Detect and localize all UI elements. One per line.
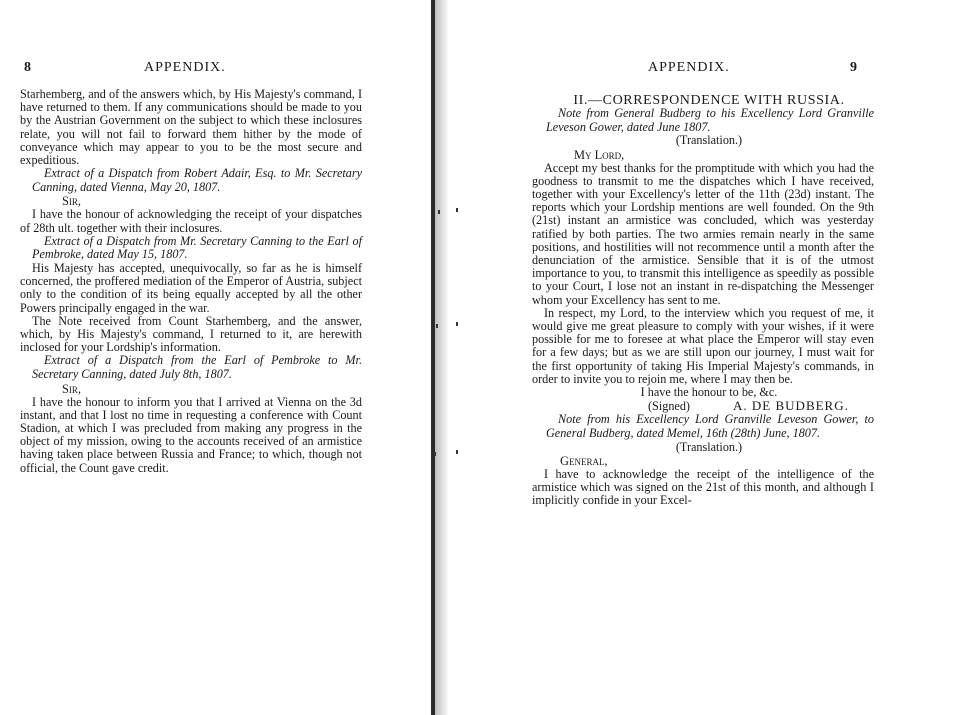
note2-body: I have to acknowledge the receipt of the intelligence of the armistice which was signed on the 21st of this month, and although I implicitly confide in your Excel- (532, 466, 874, 508)
extract3-body: I have the honour to inform you that I arrived at Vienna on the 3d instant, and that I lost no time in requesting a conference with Count Stadion, at which I was precluded from making any progress in the object of my mission, owing to the accounts received of an armistice having taken place between Russia and France; to which, though not official, the Count gave credit. (20, 394, 362, 475)
extract2-body1: His Majesty has accepted, unequivocally, so far as he is himself concerned, the proffered mediation of the Emperor of Austria, subject only to the condition of its being equally accepted by all the other Powers principally engaged in the war. (20, 261, 362, 315)
extract3-heading: Extract of a Dispatch from the Earl of Pembroke to Mr. Secretary Canning, dated July 8th, 1807. (32, 353, 362, 382)
right-text-block (532, 94, 874, 507)
left-text-block (20, 88, 362, 475)
note1-closing: I have the honour to be, &c. (640, 385, 778, 400)
note1-translation: (Translation.) (675, 133, 743, 148)
scan-speck (456, 322, 458, 326)
extract2-heading: Extract of a Dispatch from Mr. Secretary Canning to the Earl of Pembroke, dated May 15, 1807. (32, 233, 362, 262)
section-title: II.—CORRESPONDENCE WITH RUSSIA. (573, 93, 845, 108)
scan-speck (456, 450, 458, 454)
left-page-number: 8 (24, 60, 31, 75)
left-running-head: APPENDIX. (144, 60, 226, 75)
note1-body2: In respect, my Lord, to the interview which you request of me, it would give me great pleasure to comply with your wishes, if it were possible for me to foresee at what place the Emperor will stay even for a few days; but as we are still upon our journey, I must wait for the first opportunity of taking His Imperial Majesty's commands, in order to invite you to rejoin me, where I may then be. (532, 305, 874, 386)
scan-speck (456, 208, 458, 212)
left-page (0, 0, 432, 715)
note1-salutation: My Lord, (574, 147, 625, 162)
note2-heading: Note from his Excellency Lord Granville Leveson Gower, to General Budberg, dated Memel, 16th (28th) June, 1807. (546, 412, 874, 441)
extract3-salutation: Sir, (62, 381, 81, 396)
scan-speck (434, 452, 436, 456)
extract1-heading: Extract of a Dispatch from Robert Adair, Esq. to Mr. Secretary Canning, dated Vienna, May 20, 1807. (32, 166, 362, 194)
note1-heading: Note from General Budberg to his Excellency Lord Granville Leveson Gower, dated June 1807. (546, 106, 874, 134)
scan-speck (438, 210, 440, 214)
scan-speck (436, 324, 438, 328)
signed-name: A. DE BUDBERG. (733, 398, 849, 414)
extract2-body2: The Note received from Count Starhemberg, and the answer, which, by His Majesty's command, I returned to it, are herewith inclosed for your Lordship's information. (20, 313, 362, 355)
note1-signature (532, 399, 874, 413)
right-page (438, 0, 980, 715)
extract1-salutation: Sir, (62, 194, 81, 209)
extract1-body: I have the honour of acknowledging the receipt of your dispatches of 28th ult. together with their inclosures. (20, 207, 362, 235)
right-running-head: APPENDIX. (648, 60, 730, 75)
right-page-number: 9 (850, 60, 857, 75)
note2-salutation: General, (560, 453, 608, 468)
signed-label: (Signed) (648, 399, 690, 414)
opening-paragraph: Starhemberg, and of the answers which, by His Majesty's command, I have returned to them. If any communications should be made to you by the Austrian Government on the subject to which these inclosures relate, you will not fail to forward them hither by the mode of conveyance which may appear to you to be the most secure and expeditious. (20, 87, 362, 168)
note2-translation: (Translation.) (675, 439, 743, 454)
note1-body1: Accept my best thanks for the promptitude with which you had the goodness to transmit to me the dispatches which I have received, together with your Excellency's letter of the 11th (23d) instant. The reports which your Lordship mentions are well founded. On the 9th (21st) instant an armistice was concluded, which was yesterday ratified by both parties. The two armies remain nearly in the same positions, and hostilities will not recommence until a month after the denunciation of the armistice. Sensible that it is of the utmost importance to you, to transmit this intelligence as speedily as possible to your Court, I lose not an instant in re-dispatching the Messenger whom your Excellency has sent to me. (532, 160, 874, 307)
